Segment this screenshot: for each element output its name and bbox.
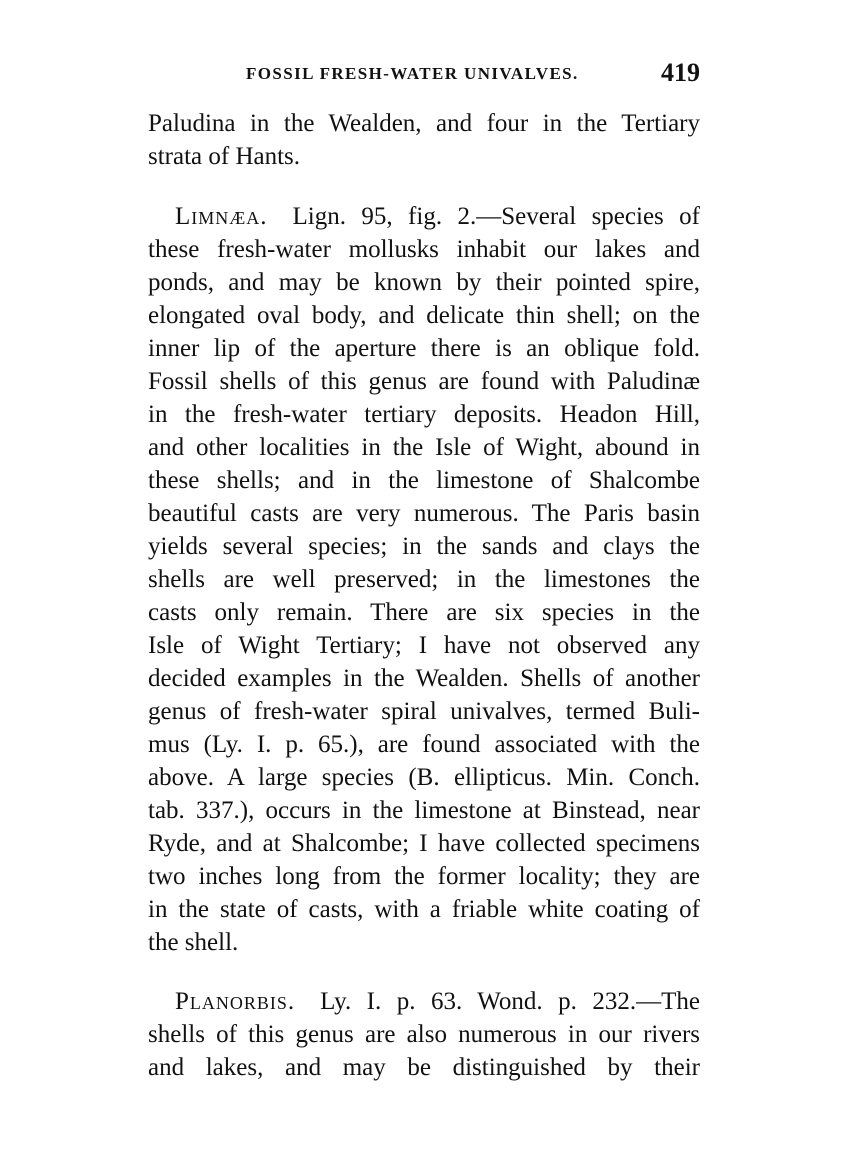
text-line: decided examples in the Wealden. Shells of another	[148, 665, 700, 692]
paragraph-paludina	[148, 107, 700, 173]
page-number: 419	[661, 58, 700, 87]
text-line: casts only remain. There are six species in the	[148, 599, 700, 626]
text-line	[148, 200, 700, 233]
text-line: and other localities in the Isle of Wight, abound in	[148, 434, 700, 461]
text-line: and lakes, and may be distinguished by their	[148, 1054, 700, 1081]
text-line: mus (Ly. I. p. 65.), are found associated with the	[148, 731, 700, 758]
paragraph-planorbis	[148, 985, 700, 1084]
text-line: two inches long from the former locality; they are	[148, 863, 700, 890]
text-line: elongated oval body, and delicate thin shell; on the	[148, 302, 700, 329]
section-heading: Planorbis.	[175, 988, 296, 1015]
text-line: beautiful casts are very numerous. The Paris basin	[148, 500, 700, 527]
text-line: Ryde, and at Shalcombe; I have collected specimens	[148, 830, 700, 857]
text-line: in the fresh-water tertiary deposits. Headon Hill,	[148, 401, 700, 428]
text-line: ponds, and may be known by their pointed spire,	[148, 269, 700, 296]
text-line: Paludina in the Wealden, and four in the Tertiary	[148, 110, 700, 137]
text-line: in the state of casts, with a friable white coating of	[148, 896, 700, 923]
text-line: Isle of Wight Tertiary; I have not observed any	[148, 632, 700, 659]
text-line: Fossil shells of this genus are found with Paludinæ	[148, 368, 700, 395]
text-line: genus of fresh-water spiral univalves, termed Buli-	[148, 698, 700, 725]
text-line: above. A large species (B. ellipticus. Min. Conch.	[148, 764, 700, 791]
text-line: strata of Hants.	[148, 143, 301, 170]
text-line: shells of this genus are also numerous in our rivers	[148, 1021, 700, 1048]
paragraph-limnaea	[148, 200, 700, 959]
text-line: the shell.	[148, 929, 239, 956]
text-line	[148, 985, 700, 1018]
text-line: shells are well preserved; in the limestones the	[148, 566, 700, 593]
text-line: these fresh-water mollusks inhabit our lakes and	[148, 236, 700, 263]
section-heading: Limnæa.	[175, 203, 268, 230]
text-line: inner lip of the aperture there is an oblique fold.	[148, 335, 700, 362]
text-line: these shells; and in the limestone of Shalcombe	[148, 467, 700, 494]
text-line: yields several species; in the sands and clays the	[148, 533, 700, 560]
page-header	[148, 58, 700, 90]
running-head: FOSSIL FRESH-WATER UNIVALVES.	[246, 64, 579, 83]
text-line: tab. 337.), occurs in the limestone at Binstead, near	[148, 797, 700, 824]
heading-line-text: Lign. 95, fig. 2.—Several species of	[292, 203, 700, 230]
heading-line-text: Ly. I. p. 63. Wond. p. 232.—The	[320, 988, 700, 1015]
